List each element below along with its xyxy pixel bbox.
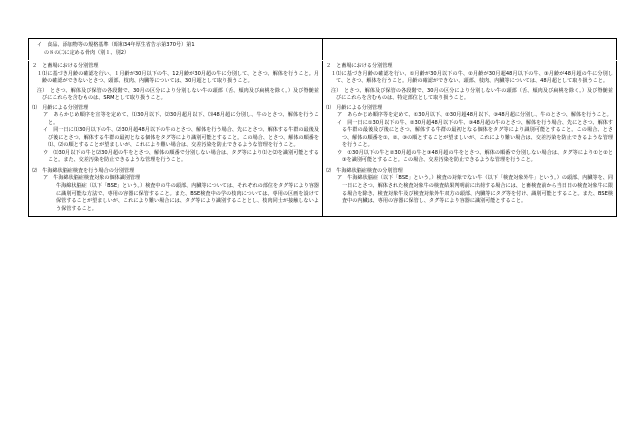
header-fragment-line2: の８の㈡に定める骨肉（別１、別2） bbox=[44, 49, 130, 56]
right-item-2-title: ⑵ 牛海綿状脳症検査の分別管理 bbox=[326, 167, 403, 174]
header-fragment-table bbox=[28, 38, 617, 60]
comparison-table bbox=[28, 61, 617, 217]
header-fragment-line1: イ 食品、添加物等の規格基準（昭和34年厚生省告示第370号）第1 bbox=[37, 42, 195, 48]
left-item-1-i: イ 同一日に⑴30月以下の牛、⑵30月超48月以下の牛のとさつ、解体を行う場合、先にとさつ、解体する牛群の最後及び後にとさつ、解体する牛群の最初となる個体をタグ等により識別可能とすること。この場合、とさつ、解体の順番を⑴、⑵の順とすることが望ましいが、これにより難い場合は、交差汚染を防止できるような管理を行うこと。 bbox=[43, 127, 319, 149]
left-section-title: ２ と畜場における分別管理 bbox=[32, 63, 99, 69]
right-item-1-title: ⑴ 月齢による分別管理 bbox=[326, 104, 383, 111]
left-column-cell bbox=[29, 61, 323, 217]
right-column-body bbox=[326, 63, 613, 206]
table-row bbox=[29, 39, 617, 61]
right-item-2-a: ア 牛海綿状脳症（以下「BSE」という。）検査の対象でない牛（以下「検査対象外牛」という。）の頭部、内臓等を、同一日にとさつ、解体された検査対象牛の検査結果判明前に出荷する場合には、と畜検査前から当日日の検査対象牛に限る場合を除き、検査対象牛及び検査対象外牛双方の頭部、内臓等にタグ等を付け、識別可能とすること。また、BSE検査中の内臓は、専用の容器に保管し、タグ等により容器に識別可能とすること。 bbox=[337, 175, 613, 205]
right-para-1: １⑴に基づき月齢の確認を行い、①月齢が30月以下の牛、②月齢が30月超48月以下の牛、③月齢が48月超の牛に分別して、とさつ、解体を行うこと。月齢の確認ができない、頭部、枝肉、内臓等については、48月超として取り扱うこと。 bbox=[331, 70, 613, 85]
left-column-body bbox=[32, 63, 319, 213]
left-item-1-a: ア あらかじめ順序を宣等を定めて、⑴30月以下、⑵30月超月以下、⑶48月超に分別し、牛のとさつ、解体を行うこと。 bbox=[43, 112, 319, 126]
right-item-1-i: イ 同一日に①30月以下の牛、②30月超48月以下の牛、③48月超の牛のとさつ、解体を行う場合、先にとさつ、解体する牛群の最後及び後にとさつ、解体する牛群の最初となる個体をタグ等により識別可能とすること。この場合、とさつ、解体の順番を①、②、③の順とすることが望ましいが、これにより難い場合は、交差汚染を防止できるような管理を行うこと。 bbox=[337, 119, 613, 149]
left-item-1-u: ウ ⑴30月以下の牛と⑵30月超の牛をとさつ、解体の順番で分別しない場合は、タグ等により⑴と⑵を識別可能とすること。また、交差汚染を防止できるような管理を行うこと。 bbox=[43, 149, 319, 164]
left-item-2-a: ア 牛海綿状脳症検査対象の個体識別管理 bbox=[43, 175, 141, 182]
table-row bbox=[29, 61, 617, 217]
right-column-cell bbox=[323, 61, 617, 217]
right-item-1-a: ア あらかじめ順序等を定めて、①30月以下、②30月超48月以下、③48月超に分別し、牛のとさつ、解体を行うこと。 bbox=[337, 112, 612, 119]
right-section-title: ２ と畜場における分別管理 bbox=[326, 63, 393, 69]
left-item-2-a-body: 牛海綿状脳症（以下「BSE」という。）検査中の牛の頭部、内臓等については、それぞれの部位をタグ等により容器に識別可能な方法で、専用の容器に保管すること。また、BSE検査中の学の枝肉については、専用の区画を設けて保管することが望ましいが、これにより難い場合には、タグ等により識別することとし、枝肉同士が接触しないよう保管すること。 bbox=[56, 182, 319, 212]
right-note: 注） とさつ、解体及び保管の各段階で、30月の区分により分別しない牛の頭部（舌、頬肉及び扁桃を除く。）及び脊髄並びにこれらを含むものは、特定部位として取り扱うこと。 bbox=[331, 87, 613, 102]
left-item-2-title: ⑵ 牛海綿状脳症検査を行う場合の分別管理 bbox=[32, 167, 135, 174]
header-fragment-cell bbox=[29, 39, 323, 61]
left-item-1-title: ⑴ 月齢による分別管理 bbox=[32, 104, 89, 111]
left-note: 注） とさつ、解体及び保管の各段階で、30月の区分により分別しない牛の頭部（舌、頬肉及び扁桃を除く。）及び脊髄並びにこれらを含むものは、SRMとして取り扱うこと。 bbox=[37, 87, 319, 102]
header-fragment-cell-right bbox=[323, 39, 617, 61]
right-item-1-u: ウ ①30月以下の牛と②30月超の牛と③48月超の牛をとさつ、解体の順番で分別しない場合は、タグ等により①と②と③を識別可能とすること。この場合、交差汚染を防止できるような管理を行うこと。 bbox=[337, 149, 613, 164]
left-para-1: １⑴に基づき月齢の確認を行い、１月齢が30月以下の牛、12月齢が30月超の牛に分別して、とさつ、解体を行うこと。月齢の確認ができないとさつ、頭部、枝肉、内臓等については、30月超として取り扱うこと。 bbox=[37, 70, 319, 85]
